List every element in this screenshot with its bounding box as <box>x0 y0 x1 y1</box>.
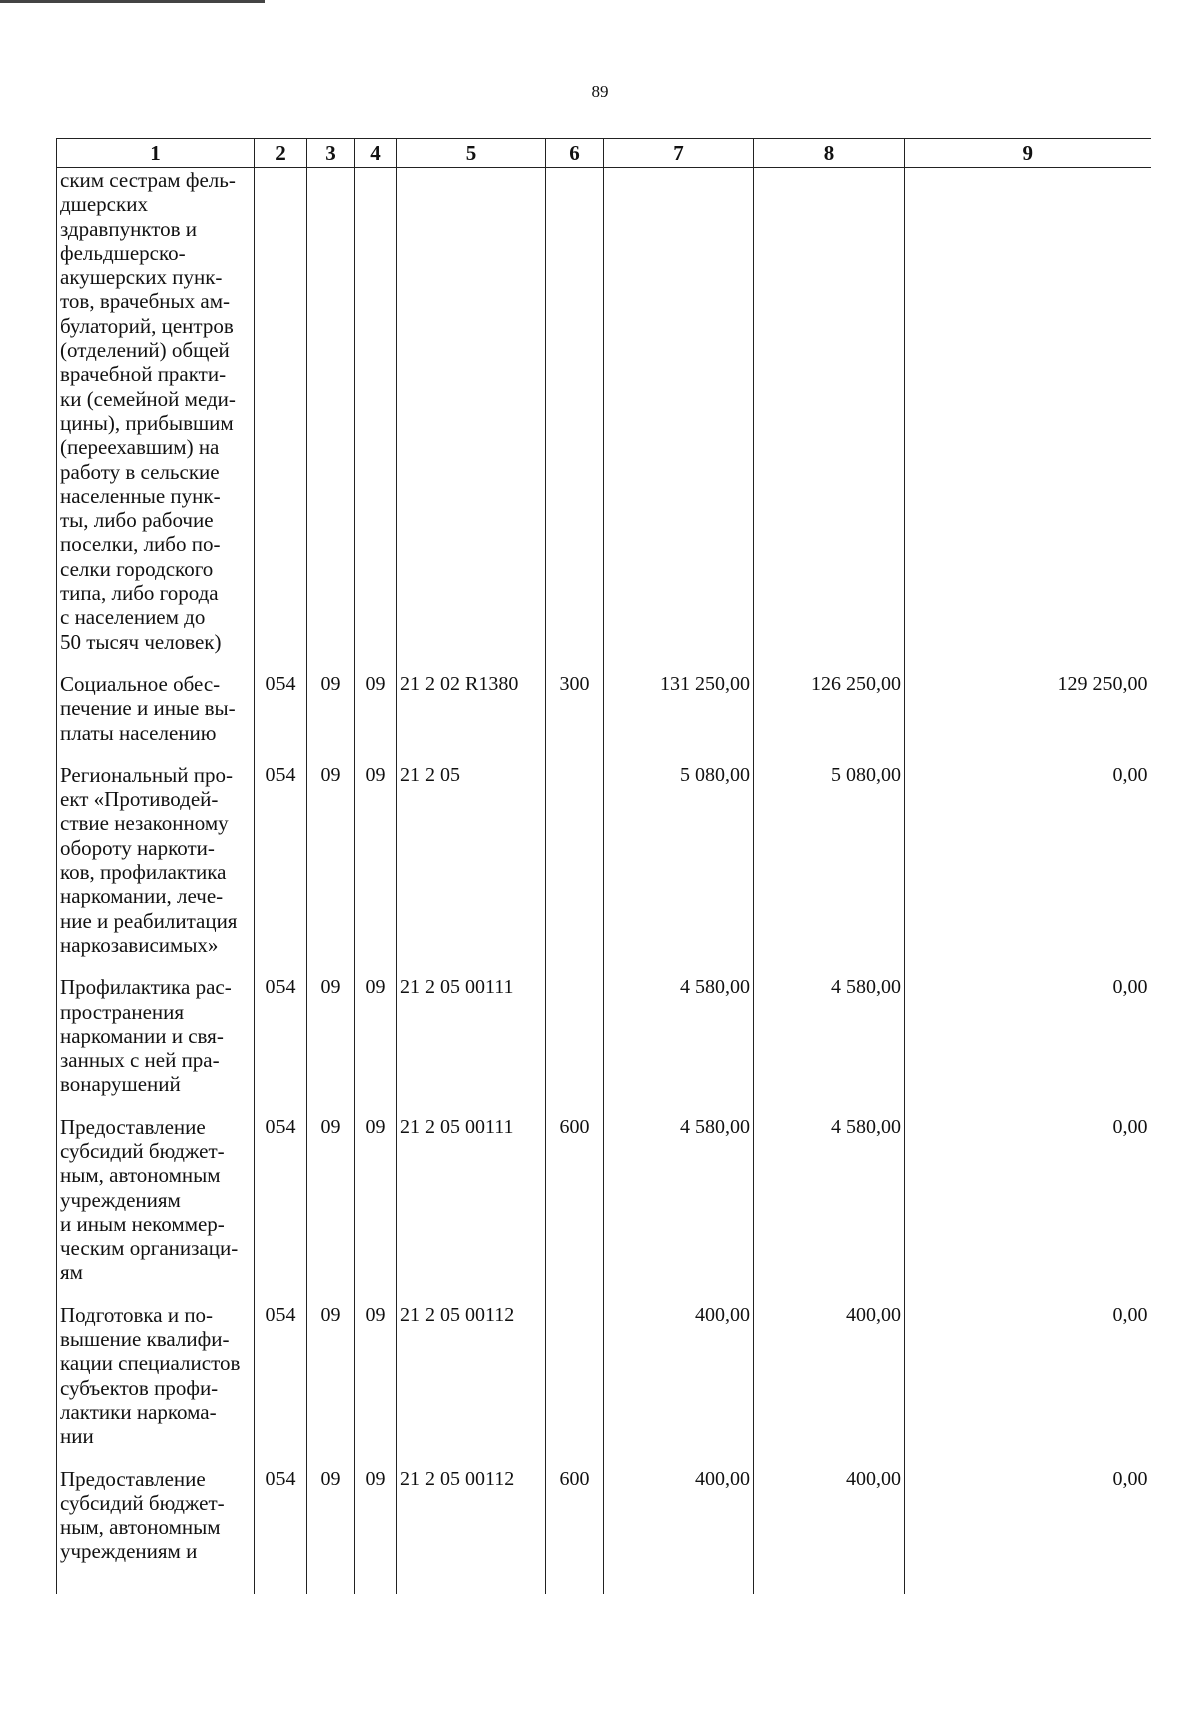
row-name-line: дшерских <box>60 192 148 217</box>
budget-table <box>56 138 1151 1594</box>
row-name-line: цины), прибывшим <box>60 410 234 435</box>
amount-year1-cell: 400,00 <box>604 1467 754 1564</box>
row-spacer <box>57 957 1151 975</box>
row-name-line: Региональный про- <box>60 762 233 787</box>
row-name-line: ствие незаконному <box>60 811 229 836</box>
row-name-line: кации специалистов <box>60 1351 241 1376</box>
spacer-cell <box>307 654 355 672</box>
row-name-line: ским сестрам фель- <box>60 168 236 192</box>
row-name-line: Социальное обес- <box>60 671 221 696</box>
spacer-cell <box>255 1564 307 1594</box>
section-code-cell: 09 <box>307 672 355 745</box>
spacer-cell <box>905 1449 1151 1467</box>
table-row <box>57 168 1151 654</box>
row-name-cell <box>57 1467 255 1564</box>
spacer-cell <box>355 957 397 975</box>
spacer-cell <box>905 1564 1151 1594</box>
spacer-cell <box>604 1097 754 1115</box>
ministry-code-cell: 054 <box>255 672 307 745</box>
amount-year1-cell: 400,00 <box>604 1303 754 1449</box>
spacer-cell <box>397 1285 546 1303</box>
row-name-line: Подготовка и по- <box>60 1302 214 1327</box>
amount-year2-cell: 400,00 <box>754 1467 905 1564</box>
section-code-cell <box>307 168 355 654</box>
row-name-line: булаторий, центров <box>60 313 234 338</box>
row-name-line: лактики наркома- <box>60 1399 217 1424</box>
spacer-cell <box>546 745 604 763</box>
spacer-cell <box>355 1449 397 1467</box>
row-name-cell <box>57 1115 255 1285</box>
ministry-code-cell <box>255 168 307 654</box>
row-name-line: наркомании, лече- <box>60 884 224 909</box>
target-article-cell: 21 2 05 00111 <box>397 975 546 1096</box>
table-row <box>57 763 1151 957</box>
target-article-cell: 21 2 05 00111 <box>397 1115 546 1285</box>
amount-year1-cell <box>604 168 754 654</box>
expense-type-cell: 600 <box>546 1467 604 1564</box>
spacer-cell <box>397 1097 546 1115</box>
spacer-cell <box>57 1285 255 1303</box>
spacer-cell <box>754 957 905 975</box>
spacer-cell <box>57 654 255 672</box>
row-name-line: нии <box>60 1424 94 1449</box>
row-spacer <box>57 745 1151 763</box>
amount-year3-cell: 0,00 <box>905 1467 1151 1564</box>
ministry-code-cell: 054 <box>255 1303 307 1449</box>
row-spacer <box>57 1449 1151 1467</box>
row-name-line: печение и иные вы- <box>60 696 236 721</box>
spacer-cell <box>307 745 355 763</box>
table-row <box>57 1115 1151 1285</box>
spacer-cell <box>754 1285 905 1303</box>
row-name-line: ект «Противодей- <box>60 787 219 812</box>
row-name-line: учреждениям и <box>60 1539 198 1564</box>
row-name-line: ям <box>60 1260 83 1285</box>
spacer-cell <box>754 745 905 763</box>
target-article-cell: 21 2 02 R1380 <box>397 672 546 745</box>
row-name-line: вонарушений <box>60 1072 181 1097</box>
ministry-code-cell: 054 <box>255 763 307 957</box>
spacer-cell <box>57 1449 255 1467</box>
spacer-cell <box>307 1449 355 1467</box>
spacer-cell <box>57 957 255 975</box>
spacer-cell <box>355 1097 397 1115</box>
spacer-cell <box>57 745 255 763</box>
table-row <box>57 975 1151 1096</box>
spacer-cell <box>546 957 604 975</box>
amount-year3-cell <box>905 168 1151 654</box>
row-spacer <box>57 1564 1151 1594</box>
spacer-cell <box>604 654 754 672</box>
row-name-cell <box>57 168 255 654</box>
row-name-line: врачебной практи- <box>60 362 227 387</box>
ministry-code-cell: 054 <box>255 1467 307 1564</box>
row-name-line: акушерских пунк- <box>60 265 223 290</box>
expense-type-cell <box>546 168 604 654</box>
expense-type-cell: 600 <box>546 1115 604 1285</box>
subsection-code-cell <box>355 168 397 654</box>
spacer-cell <box>604 745 754 763</box>
row-name-line: ков, профилактика <box>60 860 227 885</box>
row-name-line: субсидий бюджет- <box>60 1490 225 1515</box>
row-name-line: работу в сельские <box>60 459 220 484</box>
subsection-code-cell: 09 <box>355 1303 397 1449</box>
row-spacer <box>57 1285 1151 1303</box>
section-code-cell: 09 <box>307 1115 355 1285</box>
spacer-cell <box>397 1449 546 1467</box>
spacer-cell <box>546 1449 604 1467</box>
spacer-cell <box>255 1285 307 1303</box>
row-name-cell <box>57 1303 255 1449</box>
spacer-cell <box>604 1449 754 1467</box>
row-name-line: обороту наркоти- <box>60 835 215 860</box>
spacer-cell <box>397 654 546 672</box>
section-code-cell: 09 <box>307 1303 355 1449</box>
amount-year1-cell: 4 580,00 <box>604 975 754 1096</box>
spacer-cell <box>355 745 397 763</box>
spacer-cell <box>355 1564 397 1594</box>
spacer-cell <box>355 1285 397 1303</box>
row-name-line: типа, либо города <box>60 581 219 606</box>
ministry-code-cell: 054 <box>255 1115 307 1285</box>
spacer-cell <box>604 1564 754 1594</box>
table-row <box>57 672 1151 745</box>
spacer-cell <box>604 957 754 975</box>
amount-year3-cell: 0,00 <box>905 975 1151 1096</box>
spacer-cell <box>905 1285 1151 1303</box>
table-row <box>57 1467 1151 1564</box>
spacer-cell <box>905 654 1151 672</box>
expense-type-cell <box>546 1303 604 1449</box>
row-name-line: наркомании и свя- <box>60 1023 224 1048</box>
spacer-cell <box>397 1564 546 1594</box>
amount-year3-cell: 0,00 <box>905 763 1151 957</box>
spacer-cell <box>397 957 546 975</box>
header-cell: 9 <box>905 139 1151 168</box>
header-cell: 3 <box>307 139 355 168</box>
header-cell: 6 <box>546 139 604 168</box>
amount-year2-cell: 4 580,00 <box>754 975 905 1096</box>
amount-year1-cell: 131 250,00 <box>604 672 754 745</box>
row-name-line: занных с ней пра- <box>60 1048 220 1073</box>
row-name-line: с населением до <box>60 605 206 630</box>
target-article-cell: 21 2 05 <box>397 763 546 957</box>
row-name-line: ным, автономным <box>60 1163 221 1188</box>
row-name-line: ческим организаци- <box>60 1236 239 1261</box>
spacer-cell <box>905 957 1151 975</box>
target-article-cell: 21 2 05 00112 <box>397 1303 546 1449</box>
row-name-line: (переехавшим) на <box>60 435 220 460</box>
amount-year3-cell: 0,00 <box>905 1303 1151 1449</box>
amount-year2-cell: 5 080,00 <box>754 763 905 957</box>
row-name-line: и иным некоммер- <box>60 1211 225 1236</box>
ministry-code-cell: 054 <box>255 975 307 1096</box>
spacer-cell <box>255 1097 307 1115</box>
page-number: 89 <box>591 82 609 101</box>
spacer-cell <box>255 654 307 672</box>
amount-year2-cell <box>754 168 905 654</box>
row-name-line: тов, врачебных ам- <box>60 289 230 314</box>
spacer-cell <box>57 1097 255 1115</box>
header-cell: 1 <box>57 139 255 168</box>
amount-year2-cell: 400,00 <box>754 1303 905 1449</box>
row-name-line: Предоставление <box>60 1466 206 1491</box>
subsection-code-cell: 09 <box>355 1467 397 1564</box>
spacer-cell <box>546 1285 604 1303</box>
section-code-cell: 09 <box>307 975 355 1096</box>
spacer-cell <box>397 745 546 763</box>
row-spacer <box>57 654 1151 672</box>
row-name-line: субъектов профи- <box>60 1375 219 1400</box>
row-name-line: 50 тысяч человек) <box>60 629 222 654</box>
amount-year3-cell: 129 250,00 <box>905 672 1151 745</box>
expense-type-cell: 300 <box>546 672 604 745</box>
target-article-cell <box>397 168 546 654</box>
row-name-line: (отделений) общей <box>60 338 230 363</box>
header-cell: 4 <box>355 139 397 168</box>
spacer-cell <box>546 654 604 672</box>
target-article-cell: 21 2 05 00112 <box>397 1467 546 1564</box>
header-cell: 7 <box>604 139 754 168</box>
row-name-line: наркозависимых» <box>60 932 219 957</box>
spacer-cell <box>546 1097 604 1115</box>
row-name-line: ки (семейной меди- <box>60 386 236 411</box>
spacer-cell <box>754 1097 905 1115</box>
section-code-cell: 09 <box>307 763 355 957</box>
spacer-cell <box>255 957 307 975</box>
row-name-line: платы населению <box>60 720 217 745</box>
row-name-line: ние и реабилитация <box>60 908 238 933</box>
spacer-cell <box>604 1285 754 1303</box>
row-name-line: ты, либо рабочие <box>60 508 214 533</box>
header-cell: 8 <box>754 139 905 168</box>
spacer-cell <box>754 1449 905 1467</box>
spacer-cell <box>905 1097 1151 1115</box>
spacer-cell <box>307 1097 355 1115</box>
amount-year3-cell: 0,00 <box>905 1115 1151 1285</box>
spacer-cell <box>307 1285 355 1303</box>
header-cell: 2 <box>255 139 307 168</box>
expense-type-cell <box>546 763 604 957</box>
header-row <box>57 139 1151 168</box>
spacer-cell <box>754 654 905 672</box>
row-name-line: вышение квалифи- <box>60 1327 230 1352</box>
amount-year1-cell: 5 080,00 <box>604 763 754 957</box>
amount-year2-cell: 4 580,00 <box>754 1115 905 1285</box>
spacer-cell <box>754 1564 905 1594</box>
row-name-cell <box>57 975 255 1096</box>
row-name-line: учреждениям <box>60 1187 181 1212</box>
spacer-cell <box>355 654 397 672</box>
subsection-code-cell: 09 <box>355 763 397 957</box>
spacer-cell <box>546 1564 604 1594</box>
row-name-line: ным, автономным <box>60 1515 221 1540</box>
row-name-line: селки городского <box>60 556 214 581</box>
amount-year2-cell: 126 250,00 <box>754 672 905 745</box>
row-name-line: Предоставление <box>60 1114 206 1139</box>
spacer-cell <box>255 745 307 763</box>
subsection-code-cell: 09 <box>355 672 397 745</box>
amount-year1-cell: 4 580,00 <box>604 1115 754 1285</box>
header-cell: 5 <box>397 139 546 168</box>
subsection-code-cell: 09 <box>355 975 397 1096</box>
expense-type-cell <box>546 975 604 1096</box>
row-name-line: Профилактика рас- <box>60 975 232 1000</box>
spacer-cell <box>57 1564 255 1594</box>
row-name-line: населенные пунк- <box>60 483 221 508</box>
spacer-cell <box>307 1564 355 1594</box>
table-body <box>57 168 1151 1594</box>
subsection-code-cell: 09 <box>355 1115 397 1285</box>
row-name-line: пространения <box>60 999 185 1024</box>
spacer-cell <box>905 745 1151 763</box>
row-name-cell <box>57 672 255 745</box>
table-row <box>57 1303 1151 1449</box>
row-name-line: поселки, либо по- <box>60 532 221 557</box>
spacer-cell <box>307 957 355 975</box>
top-rule <box>0 0 265 3</box>
row-name-line: здравпунктов и <box>60 216 198 241</box>
row-name-cell <box>57 763 255 957</box>
section-code-cell: 09 <box>307 1467 355 1564</box>
row-spacer <box>57 1097 1151 1115</box>
row-name-line: субсидий бюджет- <box>60 1138 225 1163</box>
row-name-line: фельдшерско- <box>60 240 186 265</box>
spacer-cell <box>255 1449 307 1467</box>
